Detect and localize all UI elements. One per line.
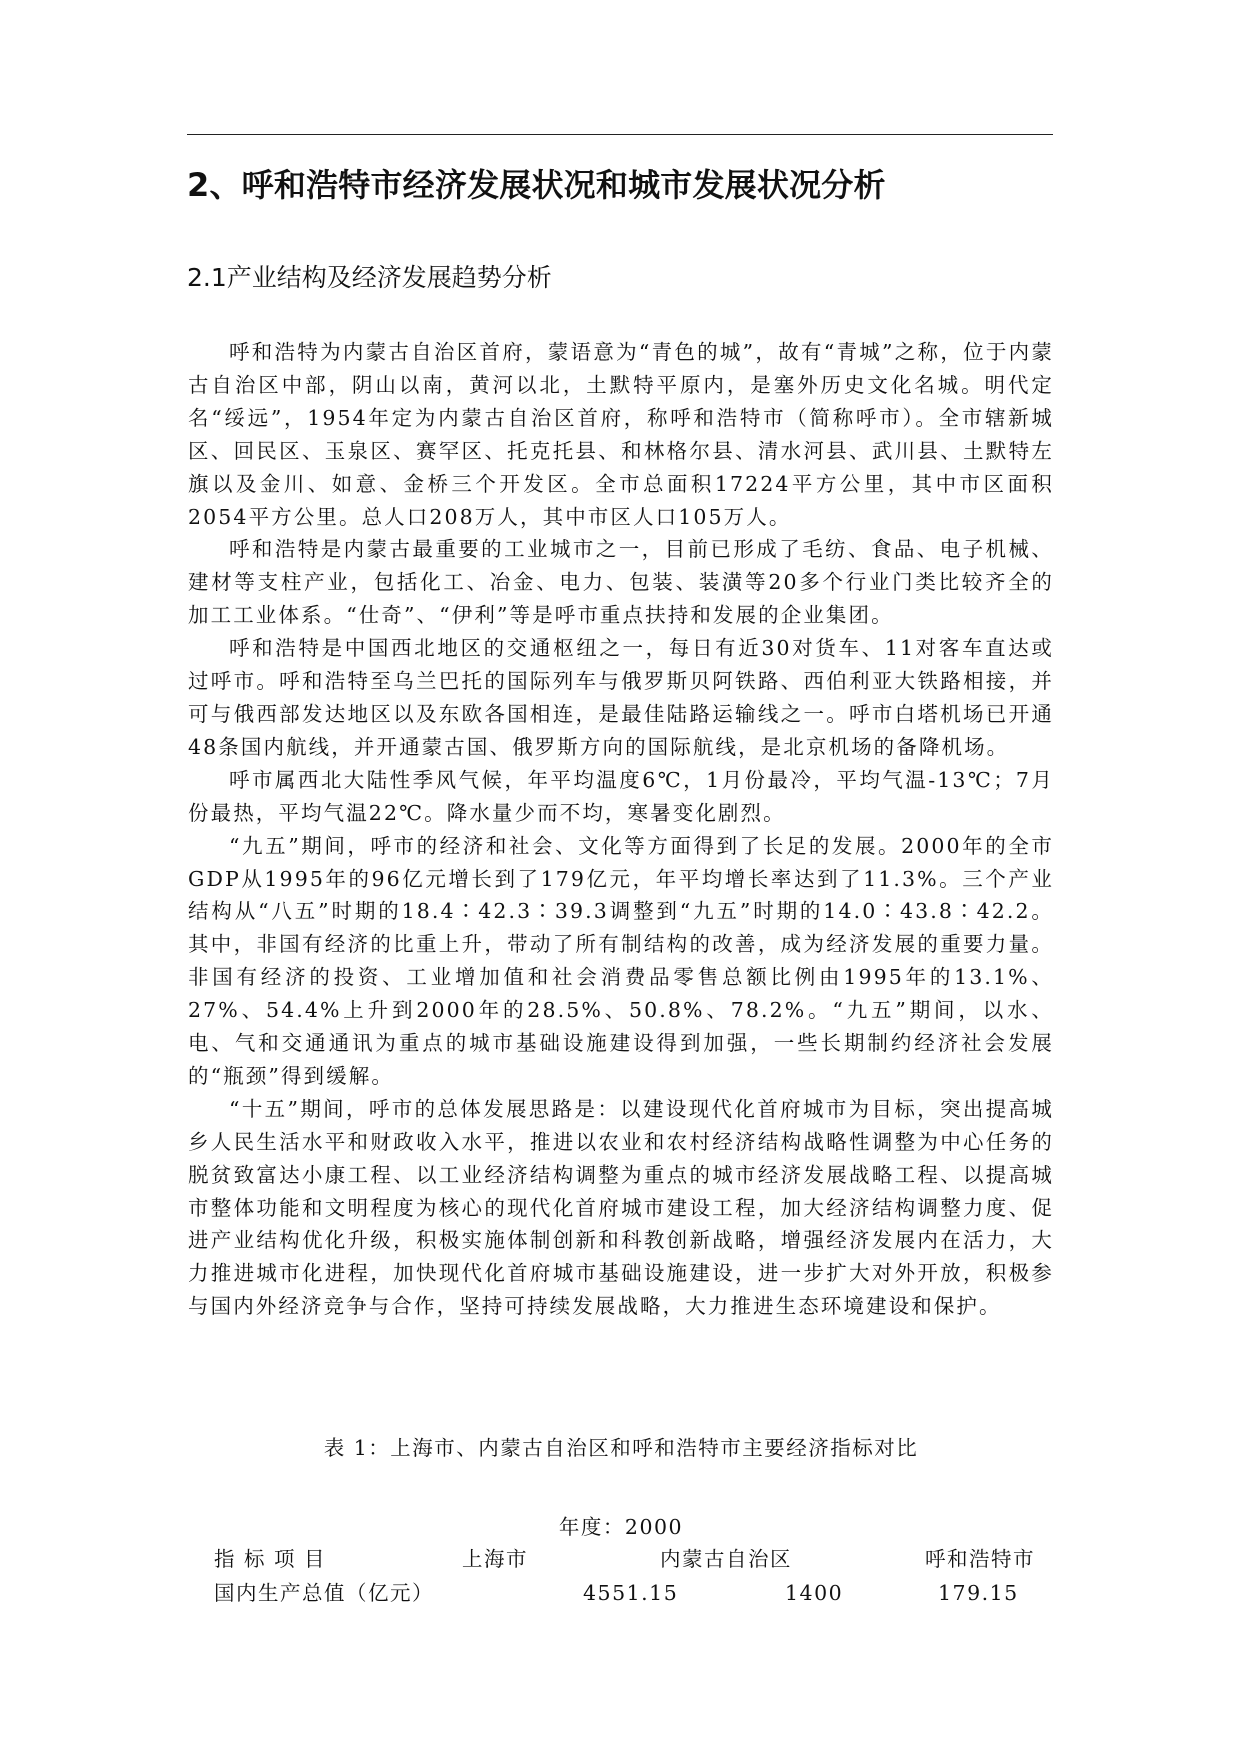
paragraph: “九五”期间，呼市的经济和社会、文化等方面得到了长足的发展。2000年的全市GDP从1995年的96亿元增长到了179亿元，年平均增长率达到了11.3%。三个产业结构从“八五”时期的18.4∶42.3∶39.3调整到“九五”时期的14.0∶43.8∶42.2。其中，非国有经济的比重上升，带动了所有制结构的改善，成为经济发展的重要力量。非国有经济的投资、工业增加值和社会消费品零售总额比例由1995年的13.1%、27%、54.4%上升到2000年的28.5%、50.8%、78.2%。“九五”期间，以水、电、气和交通通讯为重点的城市基础设施建设得到加强，一些长期制约经济社会发展的“瓶颈”得到缓解。: [188, 833, 1054, 1088]
table-cell: 4551.15: [583, 1581, 679, 1605]
table-cell: 国内生产总值（亿元）: [214, 1581, 434, 1605]
table-cell: 179.15: [938, 1581, 1019, 1605]
table-header-cell: 指 标 项 目: [214, 1547, 327, 1571]
table-header-cell: 上海市: [462, 1547, 528, 1571]
header-rule: [187, 134, 1053, 135]
paragraph: 呼和浩特是中国西北地区的交通枢纽之一，每日有近30对货车、11对客车直达或过呼市。呼和浩特至乌兰巴托的国际列车与俄罗斯贝阿铁路、西伯利亚大铁路相接，并可与俄西部发达地区以及东欧各国相连，是最佳陆路运输线之一。呼市白塔机场已开通48条国内航线，并开通蒙古国、俄罗斯方向的国际航线，是北京机场的备降机场。: [188, 636, 1054, 759]
table-header-cell: 呼和浩特市: [925, 1547, 1035, 1571]
paragraph: 呼和浩特是内蒙古最重要的工业城市之一，目前已形成了毛纺、食品、电子机械、建材等支柱产业，包括化工、冶金、电力、包装、装潢等20多个行业门类比较齐全的加工工业体系。“仕奇”、“伊利”等是呼市重点扶持和发展的企业集团。: [188, 537, 1054, 628]
table-header-cell: 内蒙古自治区: [660, 1547, 792, 1571]
subsection-title: 2.1产业结构及经济发展趋势分析: [187, 263, 552, 292]
section-title: 2、呼和浩特市经济发展状况和城市发展状况分析: [187, 166, 886, 204]
paragraph: 呼市属西北大陆性季风气候，年平均温度6℃，1月份最冷，平均气温-13℃；7月份最热，平均气温22℃。降水量少而不均，寒暑变化剧烈。: [188, 767, 1054, 825]
table-year-label: 年度：2000: [558, 1515, 684, 1539]
paragraph: 呼和浩特为内蒙古自治区首府，蒙语意为“青色的城”，故有“青城”之称，位于内蒙古自治区中部，阴山以南，黄河以北，土默特平原内，是塞外历史文化名城。明代定名“绥远”，1954年定为内蒙古自治区首府，称呼和浩特市（简称呼市）。全市辖新城区、回民区、玉泉区、赛罕区、托克托县、和林格尔县、清水河县、武川县、土默特左旗以及金川、如意、金桥三个开发区。全市总面积17224平方公里，其中市区面积2054平方公里。总人口208万人，其中市区人口105万人。: [188, 340, 1054, 529]
body-text: [188, 336, 1054, 1323]
table-header-row: [0, 1543, 1241, 1575]
table-row: [0, 1577, 1241, 1609]
table-cell: 1400: [785, 1581, 844, 1605]
paragraph: “十五”期间，呼市的总体发展思路是：以建设现代化首府城市为目标，突出提高城乡人民生活水平和财政收入水平，推进以农业和农村经济结构战略性调整为中心任务的脱贫致富达小康工程、以工业经济结构调整为重点的城市经济发展战略工程、以提高城市整体功能和文明程度为核心的现代化首府城市建设工程，加大经济结构调整力度、促进产业结构优化升级，积极实施体制创新和科教创新战略，增强经济发展内在活力，大力推进城市化进程，加快现代化首府城市基础设施建设，进一步扩大对外开放，积极参与国内外经济竞争与合作，坚持可持续发展战略，大力推进生态环境建设和保护。: [188, 1096, 1054, 1319]
table-caption: 表 1：上海市、内蒙古自治区和呼和浩特市主要经济指标对比: [323, 1436, 919, 1460]
